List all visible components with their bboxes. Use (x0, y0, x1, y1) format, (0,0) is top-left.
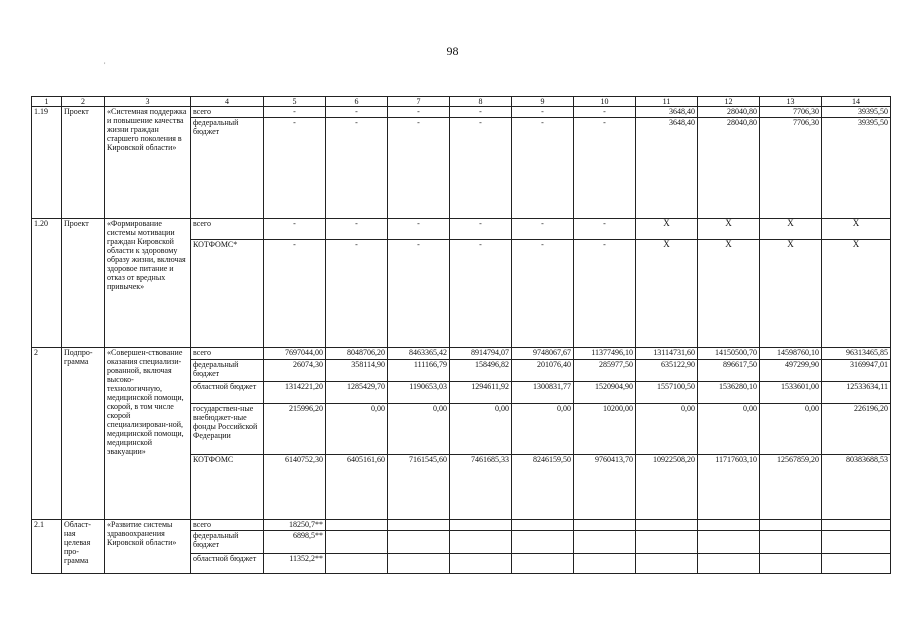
value-cell (822, 520, 891, 531)
value-cell: 1294611,92 (450, 382, 512, 404)
value-cell: 14598760,10 (760, 348, 822, 360)
column-number-header: 14 (822, 97, 891, 107)
funding-source: всего (191, 219, 264, 240)
value-cell (760, 554, 822, 574)
value-cell: 3169947,01 (822, 360, 891, 382)
value-cell: 358114,90 (326, 360, 388, 382)
column-number-header: 1 (32, 97, 62, 107)
value-cell (512, 554, 574, 574)
value-cell: - (388, 219, 450, 240)
value-cell: 896617,50 (698, 360, 760, 382)
value-cell (636, 554, 698, 574)
value-cell: 80383688,53 (822, 455, 891, 520)
value-cell: X (822, 240, 891, 348)
value-cell (698, 531, 760, 554)
column-number-header: 11 (636, 97, 698, 107)
funding-source: государствен-ные внебюджет-ные фонды Российской Федерации (191, 404, 264, 455)
row-index: 2 (32, 348, 62, 520)
column-number-header: 10 (574, 97, 636, 107)
value-cell: 1285429,70 (326, 382, 388, 404)
table-row (32, 348, 891, 360)
value-cell: 26074,30 (264, 360, 326, 382)
value-cell: 3648,40 (636, 107, 698, 118)
value-cell (636, 520, 698, 531)
row-index: 1.20 (32, 219, 62, 348)
value-cell: 7161545,60 (388, 455, 450, 520)
value-cell: - (264, 240, 326, 348)
value-cell: - (264, 219, 326, 240)
value-cell (388, 520, 450, 531)
value-cell: - (450, 107, 512, 118)
value-cell: 11377496,10 (574, 348, 636, 360)
funding-source: федеральный бюджет (191, 531, 264, 554)
value-cell: 12533634,11 (822, 382, 891, 404)
value-cell (574, 531, 636, 554)
value-cell (698, 520, 760, 531)
value-cell (450, 520, 512, 531)
column-number-header: 9 (512, 97, 574, 107)
value-cell: - (450, 118, 512, 219)
value-cell: 1557100,50 (636, 382, 698, 404)
value-cell: 8463365,42 (388, 348, 450, 360)
column-number-header: 4 (191, 97, 264, 107)
value-cell: 12567859,20 (760, 455, 822, 520)
row-index: 1.19 (32, 107, 62, 219)
value-cell: - (512, 118, 574, 219)
value-cell (388, 554, 450, 574)
value-cell: 7697044,00 (264, 348, 326, 360)
value-cell: X (698, 219, 760, 240)
value-cell (822, 554, 891, 574)
value-cell: 0,00 (512, 404, 574, 455)
value-cell: 215996,20 (264, 404, 326, 455)
value-cell: 14150500,70 (698, 348, 760, 360)
value-cell: X (636, 219, 698, 240)
value-cell (326, 520, 388, 531)
value-cell: - (388, 107, 450, 118)
column-number-header: 6 (326, 97, 388, 107)
program-type: Подпро-грамма (62, 348, 105, 520)
value-cell: 0,00 (698, 404, 760, 455)
value-cell: - (574, 240, 636, 348)
value-cell: 6898,5** (264, 531, 326, 554)
value-cell (512, 520, 574, 531)
value-cell: 1190653,03 (388, 382, 450, 404)
value-cell: - (326, 118, 388, 219)
value-cell: - (388, 240, 450, 348)
value-cell (636, 531, 698, 554)
funding-source: КОТФОМС (191, 455, 264, 520)
value-cell: 10922508,20 (636, 455, 698, 520)
value-cell: 9760413,70 (574, 455, 636, 520)
scan-artifact: , (104, 59, 106, 65)
value-cell: 8246159,50 (512, 455, 574, 520)
header-row (32, 97, 891, 107)
value-cell (326, 554, 388, 574)
value-cell: 1314221,20 (264, 382, 326, 404)
funding-source: федеральный бюджет (191, 118, 264, 219)
value-cell: - (512, 240, 574, 348)
value-cell: 28040,80 (698, 118, 760, 219)
table-row (32, 520, 891, 531)
value-cell (574, 554, 636, 574)
value-cell: - (450, 219, 512, 240)
value-cell: 1300831,77 (512, 382, 574, 404)
column-number-header: 5 (264, 97, 326, 107)
value-cell: 0,00 (760, 404, 822, 455)
value-cell: 18250,7** (264, 520, 326, 531)
column-number-header: 8 (450, 97, 512, 107)
value-cell: 3648,40 (636, 118, 698, 219)
value-cell: 201076,40 (512, 360, 574, 382)
funding-source: КОТФОМС* (191, 240, 264, 348)
value-cell: 1533601,00 (760, 382, 822, 404)
value-cell (698, 554, 760, 574)
value-cell: 6405161,60 (326, 455, 388, 520)
budget-table (31, 96, 891, 574)
value-cell: 9748067,67 (512, 348, 574, 360)
value-cell: - (264, 107, 326, 118)
value-cell: 39395,50 (822, 118, 891, 219)
program-type: Проект (62, 107, 105, 219)
value-cell: X (698, 240, 760, 348)
value-cell: X (822, 219, 891, 240)
value-cell: 11717603,10 (698, 455, 760, 520)
value-cell: 28040,80 (698, 107, 760, 118)
value-cell: 226196,20 (822, 404, 891, 455)
program-type: Проект (62, 219, 105, 348)
value-cell: 10200,00 (574, 404, 636, 455)
value-cell (388, 531, 450, 554)
value-cell: 6140752,30 (264, 455, 326, 520)
value-cell: - (512, 219, 574, 240)
value-cell (760, 520, 822, 531)
column-number-header: 2 (62, 97, 105, 107)
table-body (32, 97, 891, 574)
value-cell: 96313465,85 (822, 348, 891, 360)
value-cell: 8914794,07 (450, 348, 512, 360)
value-cell (450, 531, 512, 554)
value-cell: 39395,50 (822, 107, 891, 118)
value-cell: 8048706,20 (326, 348, 388, 360)
value-cell: - (574, 219, 636, 240)
value-cell: 1536280,10 (698, 382, 760, 404)
value-cell: 13114731,60 (636, 348, 698, 360)
column-number-header: 12 (698, 97, 760, 107)
value-cell: 285977,50 (574, 360, 636, 382)
value-cell: 7706,30 (760, 107, 822, 118)
program-name: «Совершен-ствование оказания специализи-рованной, включая высоко-технологичную, медицинской помощи, скорой, в том числе скорой специализирован-ной, медицинской помощи, медицинской эвакуации» (105, 348, 191, 520)
value-cell: 158496,82 (450, 360, 512, 382)
value-cell: - (574, 107, 636, 118)
program-name: «Формирование системы мотивации граждан Кировской области к здоровому образу жизни, включая здоровое питание и отказ от вредных привычек» (105, 219, 191, 348)
program-type: Област-ная целевая про-грамма (62, 520, 105, 574)
value-cell (326, 531, 388, 554)
program-name: «Развитие системы здравоохранения Кировской области» (105, 520, 191, 574)
funding-source: федеральный бюджет (191, 360, 264, 382)
value-cell: 0,00 (326, 404, 388, 455)
value-cell: 7461685,33 (450, 455, 512, 520)
funding-source: областной бюджет (191, 554, 264, 574)
value-cell: 0,00 (388, 404, 450, 455)
value-cell: X (636, 240, 698, 348)
value-cell (574, 520, 636, 531)
row-index: 2.1 (32, 520, 62, 574)
value-cell: 11352,2** (264, 554, 326, 574)
column-number-header: 3 (105, 97, 191, 107)
column-number-header: 7 (388, 97, 450, 107)
value-cell (760, 531, 822, 554)
value-cell: 497299,90 (760, 360, 822, 382)
funding-source: всего (191, 348, 264, 360)
value-cell: X (760, 219, 822, 240)
funding-source: всего (191, 520, 264, 531)
value-cell: - (574, 118, 636, 219)
value-cell: - (450, 240, 512, 348)
value-cell: 0,00 (636, 404, 698, 455)
page-number: 98 (446, 44, 459, 58)
value-cell: X (760, 240, 822, 348)
funding-source: всего (191, 107, 264, 118)
column-number-header: 13 (760, 97, 822, 107)
table-row (32, 219, 891, 240)
value-cell (450, 554, 512, 574)
value-cell: 0,00 (450, 404, 512, 455)
funding-source: областной бюджет (191, 382, 264, 404)
value-cell: - (388, 118, 450, 219)
value-cell (822, 531, 891, 554)
value-cell: 635122,90 (636, 360, 698, 382)
program-name: «Системная поддержка и повышение качества жизни граждан старшего поколения в Кировской области» (105, 107, 191, 219)
value-cell: - (326, 240, 388, 348)
value-cell: 1520904,90 (574, 382, 636, 404)
table-row (32, 107, 891, 118)
value-cell: - (512, 107, 574, 118)
value-cell: 111166,79 (388, 360, 450, 382)
value-cell: - (264, 118, 326, 219)
value-cell: - (326, 107, 388, 118)
value-cell (512, 531, 574, 554)
value-cell: 7706,30 (760, 118, 822, 219)
value-cell: - (326, 219, 388, 240)
